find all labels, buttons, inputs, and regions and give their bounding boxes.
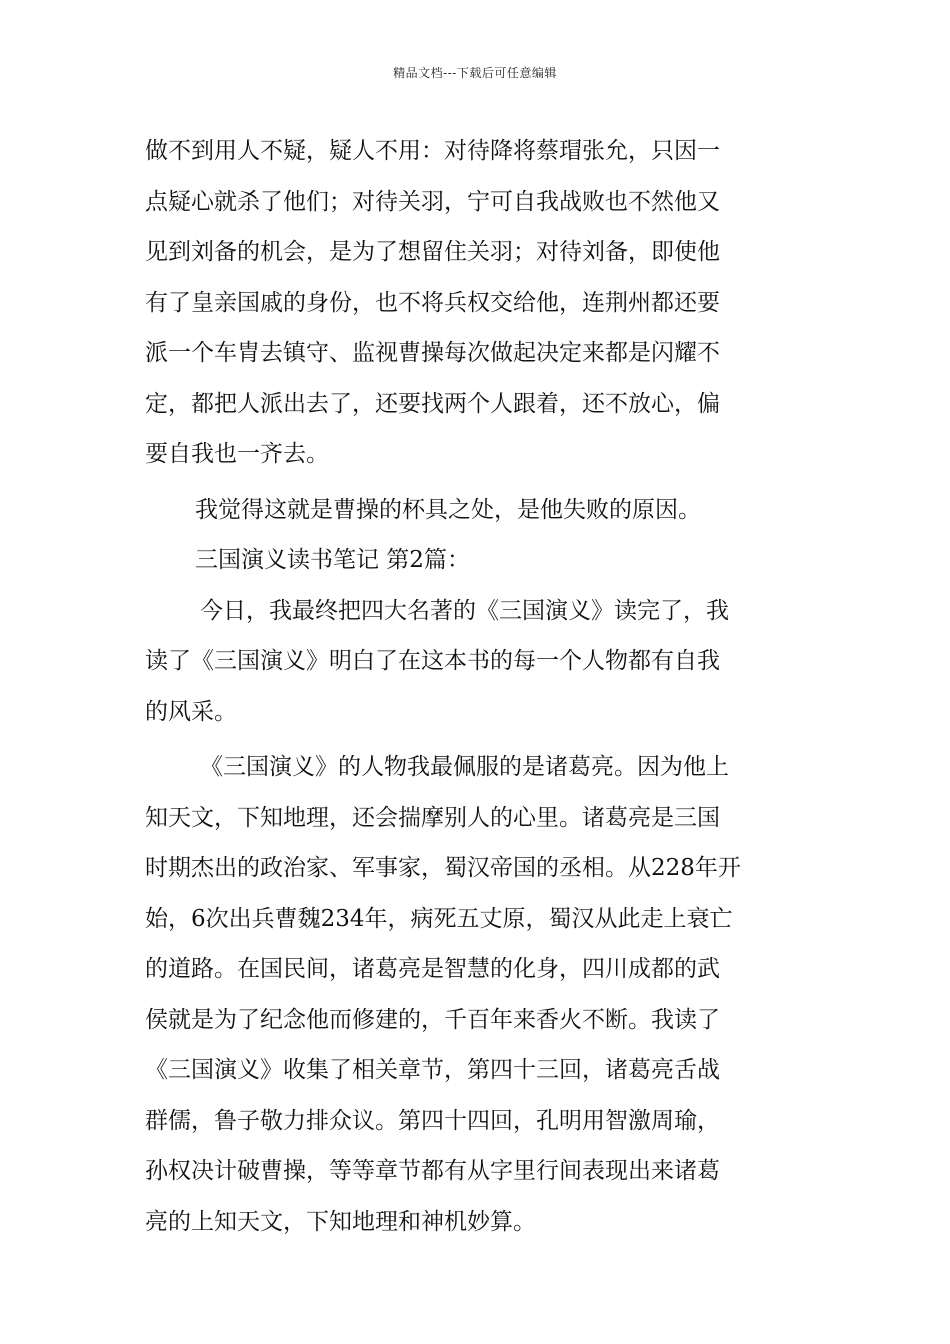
text-line: 的道路。在国民间，诸葛亮是智慧的化身，四川成都的武: [145, 956, 720, 982]
page-header: 精品文档---下载后可任意编辑: [393, 66, 557, 80]
text-line: 时期杰出的政治家、军事家，蜀汉帝国的丞相。从228年开: [145, 855, 741, 881]
text-line: 点疑心就杀了他们；对待关羽，宁可自我战败也不然他又: [145, 188, 720, 215]
text-line: 定，都把人派出去了，还要找两个人跟着，还不放心，偏: [145, 390, 720, 417]
paragraph-line: 今日，我最终把四大名著的《三国演义》读完了，我: [200, 597, 729, 624]
text-line: 做不到用人不疑，疑人不用：对待降将蔡瑁张允，只因一: [145, 138, 720, 164]
text-line: 侯就是为了纪念他而修建的，千百年来香火不断。我读了: [145, 1006, 720, 1033]
text-line: 有了皇亲国戚的身份，也不将兵权交给他，连荆州都还要: [145, 289, 720, 316]
text-line: 《三国演义》收集了相关章节，第四十三回，诸葛亮舌战: [145, 1057, 720, 1083]
paragraph-line: 我觉得这就是曹操的杯具之处，是他失败的原因。: [195, 496, 701, 523]
text-line: 孙权决计破曹操，等等章节都有从字里行间表现出来诸葛: [145, 1158, 720, 1184]
document-body: [145, 126, 810, 1247]
text-line: 要自我也一齐去。: [145, 441, 329, 467]
text-line: 见到刘备的机会，是为了想留住关羽；对待刘备，即使他: [145, 239, 720, 265]
text-line: 的风采。: [145, 698, 237, 725]
text-line: 亮的上知天文，下知地理和神机妙算。: [145, 1208, 536, 1235]
section-heading: 三国演义读书笔记 第2篇：: [195, 547, 470, 573]
text-line: 始，6次出兵曹魏234年，病死五丈原，蜀汉从此走上衰亡: [145, 905, 733, 932]
text-line: 读了《三国演义》明白了在这本书的每一个人物都有自我: [145, 648, 720, 674]
text-line: 派一个车胄去镇守、监视曹操每次做起决定来都是闪耀不: [145, 340, 720, 366]
text-line: 群儒，鲁子敬力排众议。第四十四回，孔明用智激周瑜，: [145, 1107, 720, 1134]
paragraph-line: 《三国演义》的人物我最佩服的是诸葛亮。因为他上: [200, 754, 729, 780]
text-line: 知天文，下知地理，还会揣摩别人的心里。诸葛亮是三国: [145, 804, 720, 831]
